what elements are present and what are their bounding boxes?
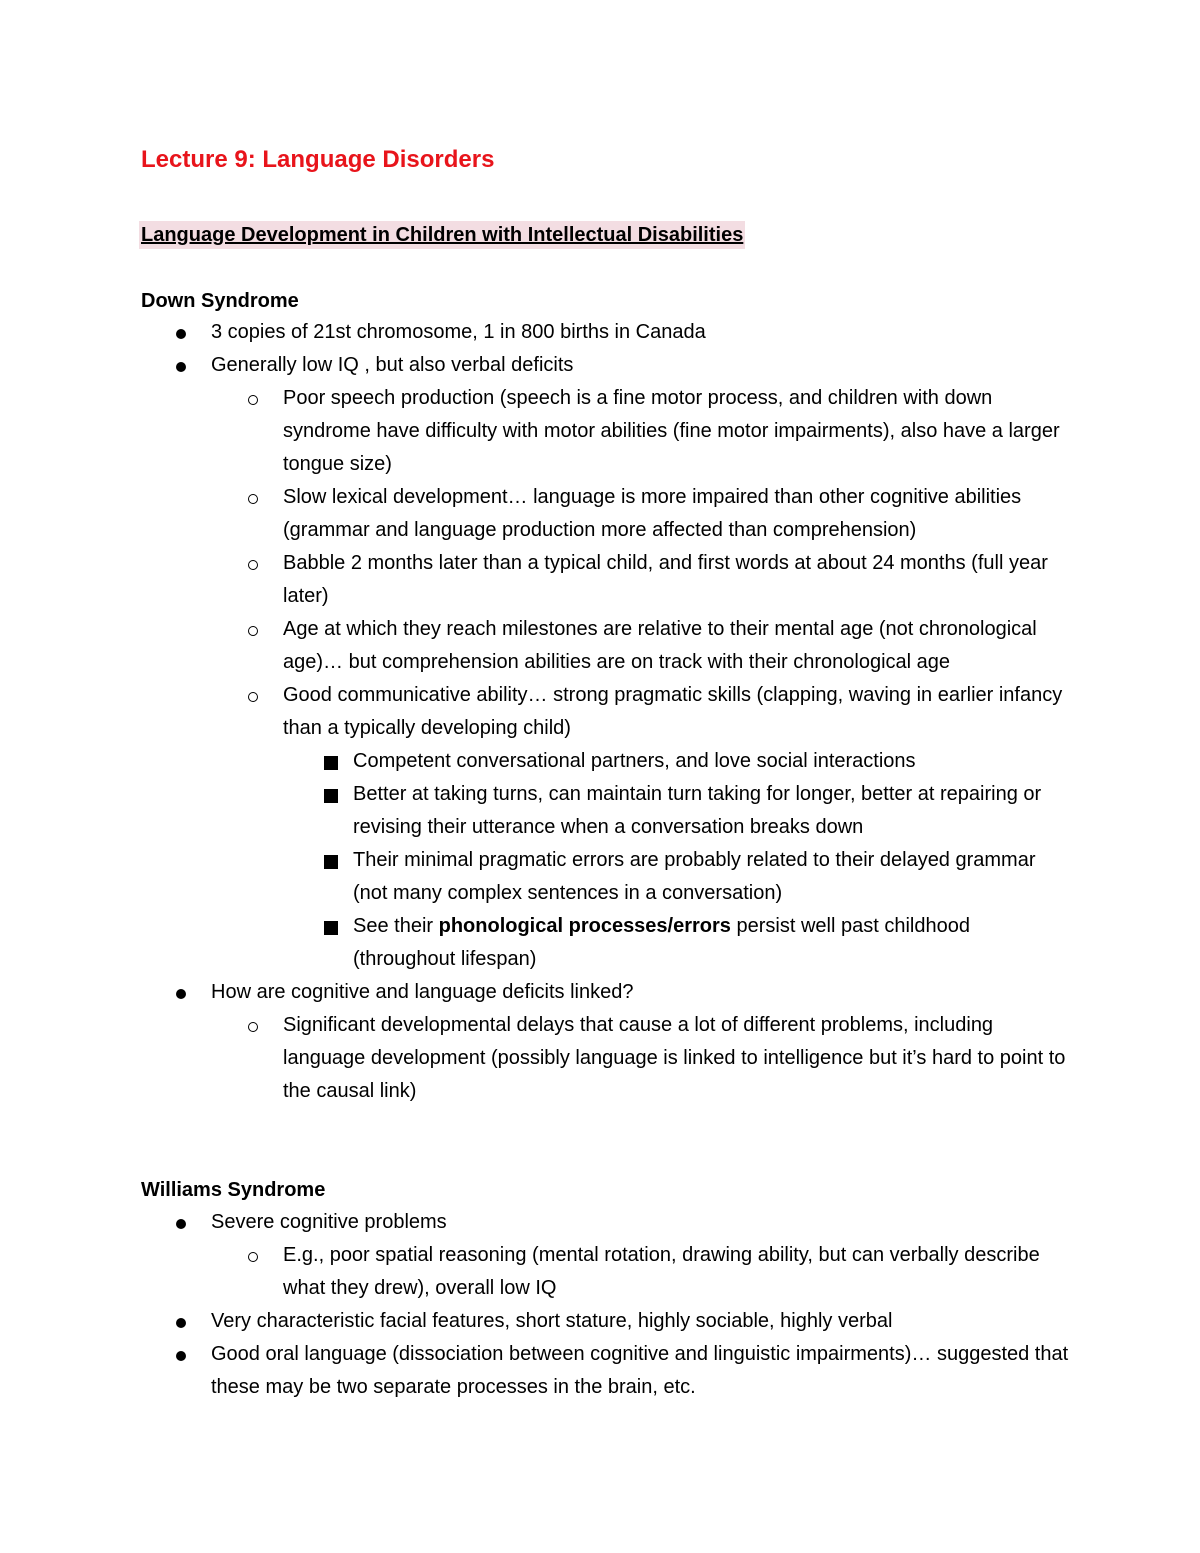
list-item: [0, 910, 1053, 976]
bullet-disc-icon: [174, 1338, 194, 1371]
list-item-text: Better at taking turns, can maintain turn taking for longer, better at repairing or revising their utterance when a conversation breaks down: [353, 783, 1042, 838]
list-item: [0, 1239, 1073, 1305]
text-run: See their: [353, 915, 439, 937]
list-item: [0, 976, 1071, 1009]
list-item-text: Severe cognitive problems: [211, 1211, 447, 1233]
bullet-circle-icon: [246, 382, 266, 415]
bullet-disc-icon: [174, 976, 194, 1009]
list-item: [0, 382, 1073, 481]
bullet-square-icon: [322, 844, 342, 877]
bullet-circle-icon: [246, 613, 266, 646]
list-item-text: Slow lexical development… language is more impaired than other cognitive abilities (grammar and language production more affected than comprehension): [283, 486, 1022, 541]
bullet-circle-icon: [246, 1009, 266, 1042]
list-item: [0, 778, 1053, 844]
list-item-text: Very characteristic facial features, short stature, highly sociable, highly verbal: [211, 1310, 893, 1332]
text-run: persist well past childhood (throughout lifespan): [353, 915, 970, 970]
bullet-circle-icon: [246, 1239, 266, 1272]
williams-syndrome-heading: Williams Syndrome: [141, 1179, 326, 1201]
list-item: [0, 613, 1073, 679]
bullet-circle-icon: [246, 679, 266, 712]
down-syndrome-list: [0, 316, 1200, 1108]
bullet-circle-icon: [246, 547, 266, 580]
bullet-disc-icon: [174, 349, 194, 382]
list-item: [0, 1009, 1073, 1108]
list-item-text: Generally low IQ , but also verbal deficits: [211, 354, 574, 376]
list-item-text: E.g., poor spatial reasoning (mental rotation, drawing ability, but can verbally describe what they drew), overall low IQ: [283, 1244, 1040, 1299]
list-item: [0, 679, 1073, 745]
list-item: [0, 316, 1071, 349]
list-item: [0, 844, 1053, 910]
williams-syndrome-list: [0, 1206, 1200, 1404]
section-heading: Language Development in Children with Intellectual Disabilities: [139, 221, 745, 249]
bold-term: phonological processes/errors: [438, 915, 731, 937]
list-item-text: Age at which they reach milestones are relative to their mental age (not chronological age)… but comprehension abilities are on track with their chronological age: [283, 618, 1037, 673]
list-item-text: Good communicative ability… strong pragmatic skills (clapping, waving in earlier infancy than a typically developing child): [283, 684, 1063, 739]
bullet-square-icon: [322, 745, 342, 778]
list-item: [0, 745, 1053, 778]
list-item-text: Good oral language (dissociation between cognitive and linguistic impairments)… suggested that these may be two separate processes in the brain, etc.: [211, 1343, 1069, 1398]
list-item-text: Competent conversational partners, and love social interactions: [353, 750, 916, 772]
list-item-text: Significant developmental delays that cause a lot of different problems, including language development (possibly language is linked to intelligence but it’s hard to point to the causal link): [283, 1014, 1066, 1102]
list-item: [0, 547, 1073, 613]
bullet-square-icon: [322, 910, 342, 943]
list-item: [0, 1305, 1071, 1338]
down-syndrome-heading: Down Syndrome: [141, 290, 299, 312]
list-item: [0, 349, 1071, 382]
list-item: [0, 481, 1073, 547]
bullet-circle-icon: [246, 481, 266, 514]
list-item-text: How are cognitive and language deficits linked?: [211, 981, 634, 1003]
list-item-text: [353, 910, 1053, 976]
list-item: [0, 1338, 1071, 1404]
list-item-text: 3 copies of 21st chromosome, 1 in 800 births in Canada: [211, 321, 706, 343]
list-item-text: Their minimal pragmatic errors are probably related to their delayed grammar (not many complex sentences in a conversation): [353, 849, 1036, 904]
bullet-disc-icon: [174, 316, 194, 349]
list-item-text: Poor speech production (speech is a fine motor process, and children with down syndrome have difficulty with motor abilities (fine motor impairments), also have a larger tongue size): [283, 387, 1060, 475]
bullet-disc-icon: [174, 1305, 194, 1338]
bullet-square-icon: [322, 778, 342, 811]
bullet-disc-icon: [174, 1206, 194, 1239]
list-item-text: Babble 2 months later than a typical child, and first words at about 24 months (full year later): [283, 552, 1048, 607]
list-item: [0, 1206, 1071, 1239]
lecture-title: Lecture 9: Language Disorders: [141, 146, 495, 173]
